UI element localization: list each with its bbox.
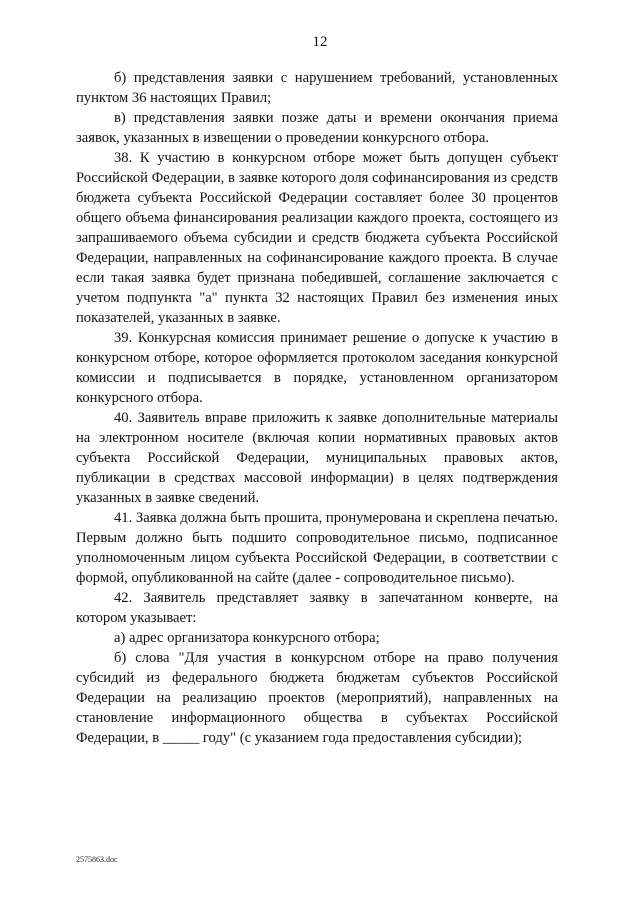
paragraph-38-admission: 38. К участию в конкурсном отборе может быть допущен субъект Российской Федерации, в заявке которого доля софинансирования из средств бюджета субъекта Российской Федерации составляет более 30 процентов общего объема финансирования реализации каждого проекта, состоящего из запрашиваемого объема субсидии и средств бюджета субъекта Российской Федерации, направленных на софинансирование каждого проекта. В случае если такая заявка будет признана победившей, соглашение заключается с учетом подпункта "а" пункта 32 настоящих Правил без изменения иных показателей, указанных в заявке. xyxy=(76,150,558,326)
paragraph-41-binding: 41. Заявка должна быть прошита, пронумерована и скреплена печатью. Первым должно быть подшито сопроводительное письмо, подписанное уполномоченным лицом субъекта Российской Федерации, в соответствии с формой, опубликованной на сайте (далее - сопроводительное письмо). xyxy=(76,510,558,586)
paragraph-40-additional-materials: 40. Заявитель вправе приложить к заявке дополнительные материалы на электронном носителе (включая копии нормативных правовых актов субъекта Российской Федерации, муниципальных правовых актов, публикации в средствах массовой информации) в целях подтверждения указанных в заявке сведений. xyxy=(76,410,558,506)
footer-filename: 2575863.doc xyxy=(76,855,118,864)
page-number: 12 xyxy=(312,34,328,50)
paragraph-39-commission-decision: 39. Конкурсная комиссия принимает решение о допуске к участию в конкурсном отборе, которое оформляется протоколом заседания конкурсной комиссии и подписывается в порядке, установленном организатором конкурсного отбора. xyxy=(76,330,558,406)
document-body xyxy=(76,68,558,748)
paragraph-item-v-late-submission: в) представления заявки позже даты и времени окончания приема заявок, указанных в извещении о проведении конкурсного отбора. xyxy=(76,110,558,146)
paragraph-item-a-address: а) адрес организатора конкурсного отбора; xyxy=(114,630,380,646)
paragraph-42-envelope: 42. Заявитель представляет заявку в запечатанном конверте, на котором указывает: xyxy=(76,590,558,626)
paragraph-item-b-violation: б) представления заявки с нарушением требований, установленных пунктом 36 настоящих Правил; xyxy=(76,70,558,106)
paragraph-item-b-words: б) слова "Для участия в конкурсном отборе на право получения субсидий из федерального бюджета бюджетам субъектов Российской Федерации на реализацию проектов (мероприятий), направленных на становление информационного общества в субъектах Российской Федерации, в _____ году" (с указанием года предоставления субсидии); xyxy=(76,650,558,746)
